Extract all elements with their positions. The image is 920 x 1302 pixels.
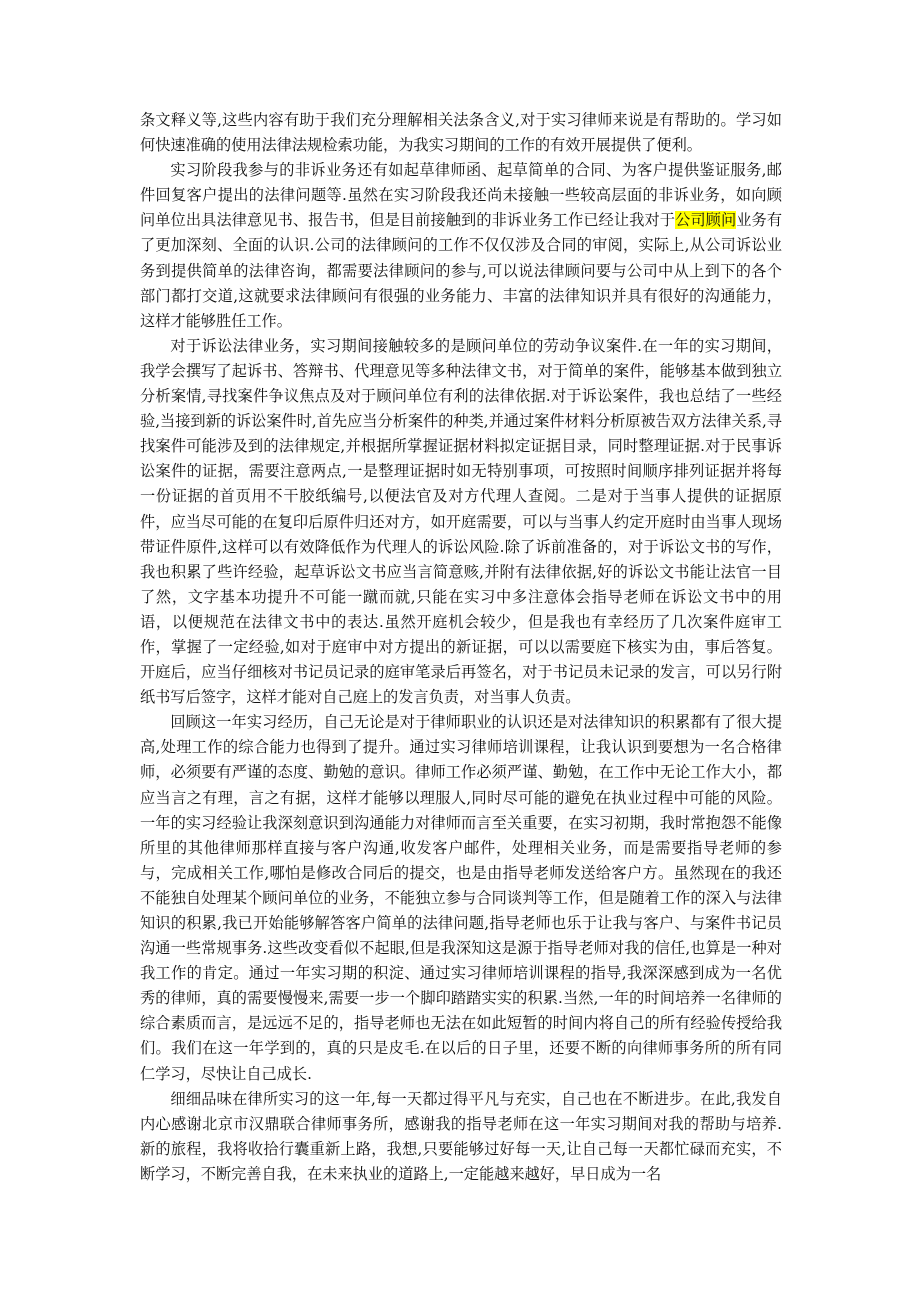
paragraph-1 — [140, 108, 782, 158]
paragraph-1-text: 条文释义等,这些内容有助于我们充分理解相关法条含义,对于实习律师来说是有帮助的。学习如何快速准确的使用法律法规检索功能，为我实习期间的工作的有效开展提供了便利。 — [140, 111, 782, 155]
highlighted-keyword: 公司顾问 — [675, 211, 737, 230]
document-body — [140, 108, 782, 1187]
paragraph-2-text-a: 实习阶段我参与的非诉业务还有如起草律师函、起草简单的合同、为客户提供鉴证服务,邮件回复客户提出的法律问题等.虽然在实习阶段我还尚未接触一些较高层面的非诉业务，如向顾问单位出具法律意见书、报告书，但是目前接触到的非诉业务工作已经让我对于 — [140, 161, 782, 230]
paragraph-2-text-b: 业务有了更加深刻、全面的认识.公司的法律顾问的工作不仅仅涉及合同的审阅，实际上,从公司诉讼业务到提供简单的法律咨询，都需要法律顾问的参与,可以说法律顾问要与公司中从上到下的各个部门都打交道,这就要求法律顾问有很强的业务能力、丰富的法律知识并具有很好的沟通能力，这样才能够胜任工作。 — [140, 211, 783, 330]
paragraph-4-text: 回顾这一年实习经历，自己无论是对于律师职业的认识还是对法律知识的积累都有了很大提高,处理工作的综合能力也得到了提升。通过实习律师培训课程，让我认识到要想为一名合格律师，必须要有严谨的态度、勤勉的意识。律师工作必须严谨、勤勉，在工作中无论工作大小，都应当言之有理，言之有据，这样才能够以理服人,同时尽可能的避免在执业过程中可能的风险。一年的实习经验让我深刻意识到沟通能力对律师而言至关重要，在实习初期，我时常抱怨不能像所里的其他律师那样直接与客户沟通,收发客户邮件，处理相关业务，而是需要指导老师的参与，完成相关工作,哪怕是修改合同后的提交，也是由指导老师发送给客户方。虽然现在的我还不能独自处理某个顾问单位的业务，不能独立参与合同谈判等工作，但是随着工作的深入与法律知识的积累,我已开始能够解答客户简单的法律问题,指导老师也乐于让我与客户、与案件书记员沟通一些常规事务.这些改变看似不起眼,但是我深知这是源于指导老师对我的信任,也算是一种对我工作的肯定。通过一年实习期的积淀、通过实习律师培训课程的指导,我深深感到成为一名优秀的律师，真的需要慢慢来,需要一步一个脚印踏踏实实的积累.当然,一年的时间培养一名律师的综合素质而言，是远远不足的，指导老师也无法在如此短暂的时间内将自己的所有经验传授给我们。我们在这一年学到的，真的只是皮毛.在以后的日子里，还要不断的向律师事务所的所有同仁学习，尽快让自己成长. — [140, 713, 782, 1083]
paragraph-3-text: 对于诉讼法律业务，实习期间接触较多的是顾问单位的劳动争议案件.在一年的实习期间，我学会撰写了起诉书、答辩书、代理意见等多种法律文书，对于简单的案件，能够基本做到独立分析案情,寻找案件争议焦点及对于顾问单位有利的法律依据.对于诉讼案件，我也总结了一些经验,当接到新的诉讼案件时,首先应当分析案件的种类,并通过案件材料分析原被告双方法律关系,寻找案件可能涉及到的法律规定,并根据所掌握证据材料拟定证据目录，同时整理证据.对于民事诉讼案件的证据，需要注意两点,一是整理证据时如无特别事项，可按照时间顺序排列证据并将每一份证据的首页用不干胶纸编号,以便法官及对方代理人查阅。二是对于当事人提供的证据原件，应当尽可能的在复印后原件归还对方，如开庭需要，可以与当事人约定开庭时由当事人现场带证件原件,这样可以有效降低作为代理人的诉讼风险.除了诉前准备的，对于诉讼文书的写作，我也积累了些许经验，起草诉讼文书应当言简意赅,并附有法律依据,好的诉讼文书能让法官一目了然，文字基本功提升不可能一蹴而就,只能在实习中多注意体会指导老师在诉讼文书中的用语，以便规范在法律文书中的表达.虽然开庭机会较少，但是我也有幸经历了几次案件庭审工作，掌握了一定经验,如对于庭审中对方提出的新证据，可以以需要庭下核实为由，事后答复。开庭后，应当仔细核对书记员记录的庭审笔录后再签名，对于书记员未记录的发言，可以另行附纸书写后签字，这样才能对自己庭上的发言负责，对当事人负责。 — [140, 336, 782, 707]
paragraph-4 — [140, 710, 782, 1086]
paragraph-5-text: 细细品味在律所实习的这一年,每一天都过得平凡与充实，自己也在不断进步。在此,我发自内心感谢北京市汉鼎联合律师事务所，感谢我的指导老师在这一年实习期间对我的帮助与培养.新的旅程，我将收拾行囊重新上路，我想,只要能够过好每一天,让自己每一天都忙碌而充实，不断学习，不断完善自我，在未来执业的道路上,一定能越来越好，早日成为一名 — [140, 1089, 782, 1183]
paragraph-2 — [140, 158, 782, 334]
paragraph-5 — [140, 1087, 782, 1187]
paragraph-3 — [140, 334, 782, 710]
